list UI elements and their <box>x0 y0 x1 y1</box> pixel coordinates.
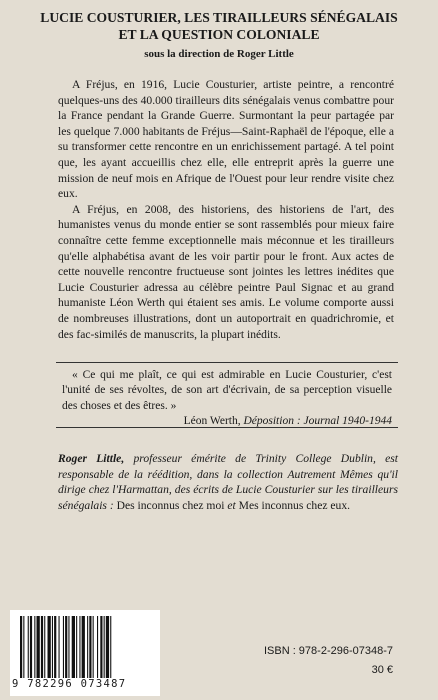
editor-subtitle: sous la direction de Roger Little <box>144 48 294 60</box>
bio-book-2: Mes inconnus chez eux. <box>238 498 351 512</box>
barcode-bar <box>54 616 56 678</box>
bio-connector: et <box>224 498 239 512</box>
barcode-bar <box>44 616 45 678</box>
barcode-bar <box>110 616 111 678</box>
barcode-bar <box>72 616 75 678</box>
barcode-bar <box>82 616 85 678</box>
barcode-bar <box>23 616 24 678</box>
barcode-bar <box>30 616 32 678</box>
barcode-bar <box>87 616 88 678</box>
title-line-2: ET LA QUESTION COLONIALE <box>118 27 320 42</box>
barcode-bar <box>63 616 64 678</box>
barcode-bar <box>93 616 94 678</box>
bio-text: professeur émérite de Trinity College Dublin, est responsable de la réédition, dans la collection Autrement Mêmes qu'il dirige chez l'Harmattan, des écrits de Lucie Cousturier sur les tirailleurs sénégalais : <box>58 452 398 512</box>
barcode <box>10 610 160 696</box>
barcode-bar <box>37 616 40 678</box>
barcode-bars <box>20 616 150 680</box>
barcode-bar <box>65 616 67 678</box>
description-paragraph-1: A Fréjus, en 1916, Lucie Cousturier, artiste peintre, a rencontré quelques-uns des 40.000 tirailleurs dits sénégalais venus combattre pour la France pendant la Grande Guerre. Surmontant la peur partagée par les quelque 7.000 habitants de Fréjus—Saint-Raphaël de l'époque, elle a su transformer cette rencontre en un enrichissement partagé. A tel point que, les ayant accueillis chez elle, elle entreprit après la guerre une mission de neuf mois en Afrique de l'Ouest pour leur rendre visite chez eux. <box>58 78 394 201</box>
barcode-bar <box>41 616 43 678</box>
isbn: ISBN : 978-2-296-07348-7 <box>263 645 393 657</box>
description-paragraph-2: A Fréjus, en 2008, des historiens, des historiens de l'art, des humanistes venus du monde entier se sont rassemblés pour mieux faire connaître cette femme exceptionnelle mais méconnue et les tirailleurs qu'elle alphabétisa avant de les voir partir pour le front. Aux actes de cette nouvelle rencontre fructueuse sont jointes les lettres inédites que Lucie Cousturier adressa au célèbre peintre Paul Signac et au grand humaniste Léon Werth qui étaient ses amis. Le volume comporte aussi de nombreuses illustrations, dont un autoportrait en quadrichromie, et des fac-similés de manuscrits, la plupart inédits. <box>58 202 394 341</box>
barcode-bar <box>52 616 53 678</box>
barcode-bar <box>34 616 35 678</box>
barcode-bar <box>100 616 102 678</box>
editor-bio <box>58 451 398 513</box>
quote-attribution <box>62 414 392 429</box>
quote-source: Déposition : Journal 1940-1944 <box>243 415 392 428</box>
barcode-bar <box>68 616 69 678</box>
bio-book-1: Des inconnus chez moi <box>116 498 225 512</box>
description <box>58 77 394 342</box>
barcode-bar <box>97 616 98 678</box>
barcode-digits: 9 782296 073487 <box>12 678 127 690</box>
quote-text: « Ce qui me plaît, ce qui est admirable en Lucie Cousturier, c'est l'unité de ses révoltes, de son art d'écrivain, de sa perception visuelle des choses et des êtres. » <box>62 369 392 412</box>
barcode-bar <box>28 616 29 678</box>
barcode-bar <box>79 616 80 678</box>
barcode-bar <box>59 616 60 678</box>
barcode-bar <box>76 616 77 678</box>
barcode-bar <box>20 616 22 678</box>
barcode-bar <box>89 616 91 678</box>
title-line-1: LUCIE COUSTURIER, LES TIRAILLEURS SÉNÉGALAIS <box>40 10 398 25</box>
barcode-bar <box>104 616 105 678</box>
quote-box <box>56 362 398 428</box>
price: 30 € <box>371 664 393 676</box>
barcode-bar <box>106 616 109 678</box>
quote-author: Léon Werth, <box>183 415 244 428</box>
bio-name: Roger Little, <box>58 452 125 465</box>
barcode-bar <box>48 616 51 678</box>
book-title <box>20 9 418 43</box>
